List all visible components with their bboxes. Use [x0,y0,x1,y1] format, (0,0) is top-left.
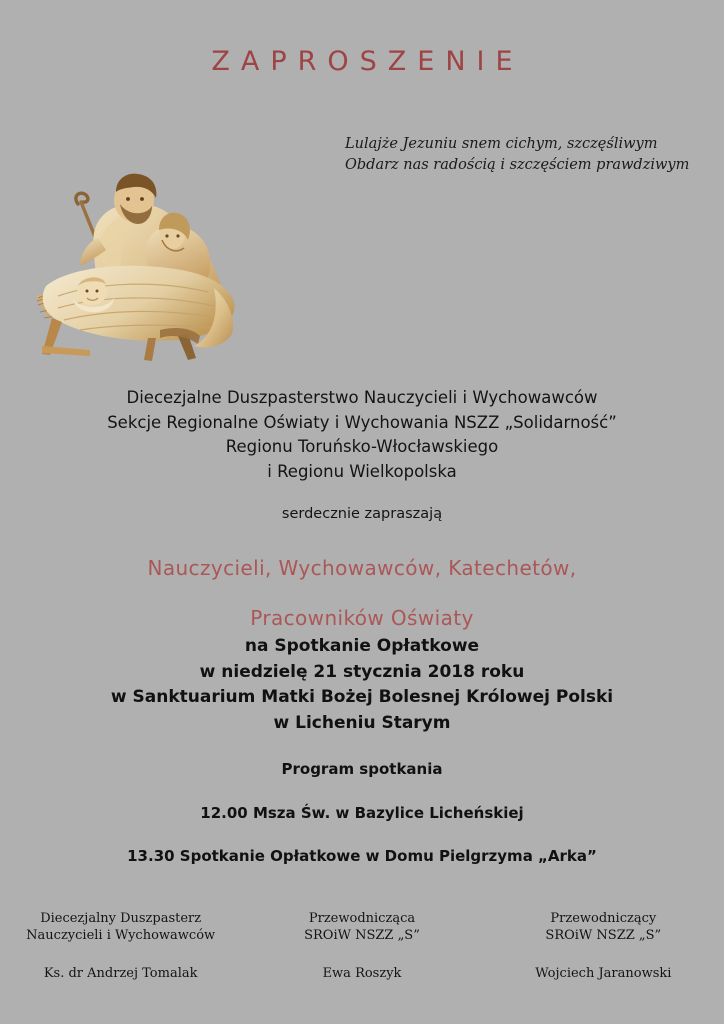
signature-role-line-1: Diecezjalny Duszpasterz [40,911,202,926]
signature-name: Wojciech Jaranowski [535,966,672,981]
organisation-block [0,386,724,484]
signature-role [241,910,482,944]
signature-column [241,910,482,982]
signature-role-line-2: SROiW NSZZ „S” [304,928,420,943]
organisation-line-1: Diecezjalne Duszpasterstwo Nauczycieli i Wychowawców [126,388,598,407]
carol-verse-line-1: Lulajże Jezuniu snem cichym, szczęśliwym [345,136,658,152]
event-line-2: w niedzielę 21 stycznia 2018 roku [199,661,525,682]
carol-verse [345,134,689,176]
signature-role-line-1: Przewodniczący [550,911,657,926]
carol-verse-line-2: Obdarz nas radością i szczęściem prawdziwym [345,157,690,173]
page-title: ZAPROSZENIE [211,46,524,77]
organisation-line-3: Regionu Toruńsko-Włocławskiego [225,437,499,456]
signature-block [0,910,724,982]
program-heading: Program spotkania [281,760,443,778]
signature-role [0,910,241,944]
event-line-4: w Licheniu Starym [273,712,451,733]
signature-column [0,910,241,982]
organisation-line-4: i Regionu Wielkopolska [267,461,457,481]
invite-phrase: serdecznie zapraszają [281,506,443,522]
invitees-block [0,543,724,643]
organisation-line-2: Sekcje Regionalne Oświaty i Wychowania NSZZ „Solidarność” [107,412,617,432]
event-line-1: na Spotkanie Opłatkowe [244,636,480,656]
signature-role-line-1: Przewodnicząca [308,911,416,926]
event-details-block [0,634,724,736]
program-item-oplatek: 13.30 Spotkanie Opłatkowe w Domu Pielgrzyma „Arka” [127,847,597,865]
invitees-line-1: Nauczycieli, Wychowawców, Katechetów, [147,556,577,580]
signature-column [483,910,724,982]
event-line-3: w Sanktuarium Matki Bożej Bolesnej Królowej Polski [110,687,614,707]
signature-name: Ewa Roszyk [322,966,402,981]
signature-role-line-2: Nauczycieli i Wychowawców [26,928,216,943]
signature-role-line-2: SROiW NSZZ „S” [545,928,662,943]
nativity-scene-image [28,168,296,366]
signature-role [483,910,724,944]
program-item-mass: 12.00 Msza Św. w Bazylice Licheńskiej [200,804,524,822]
invitees-line-2: Pracowników Oświaty [250,606,474,630]
signature-name: Ks. dr Andrzej Tomalak [43,966,198,981]
